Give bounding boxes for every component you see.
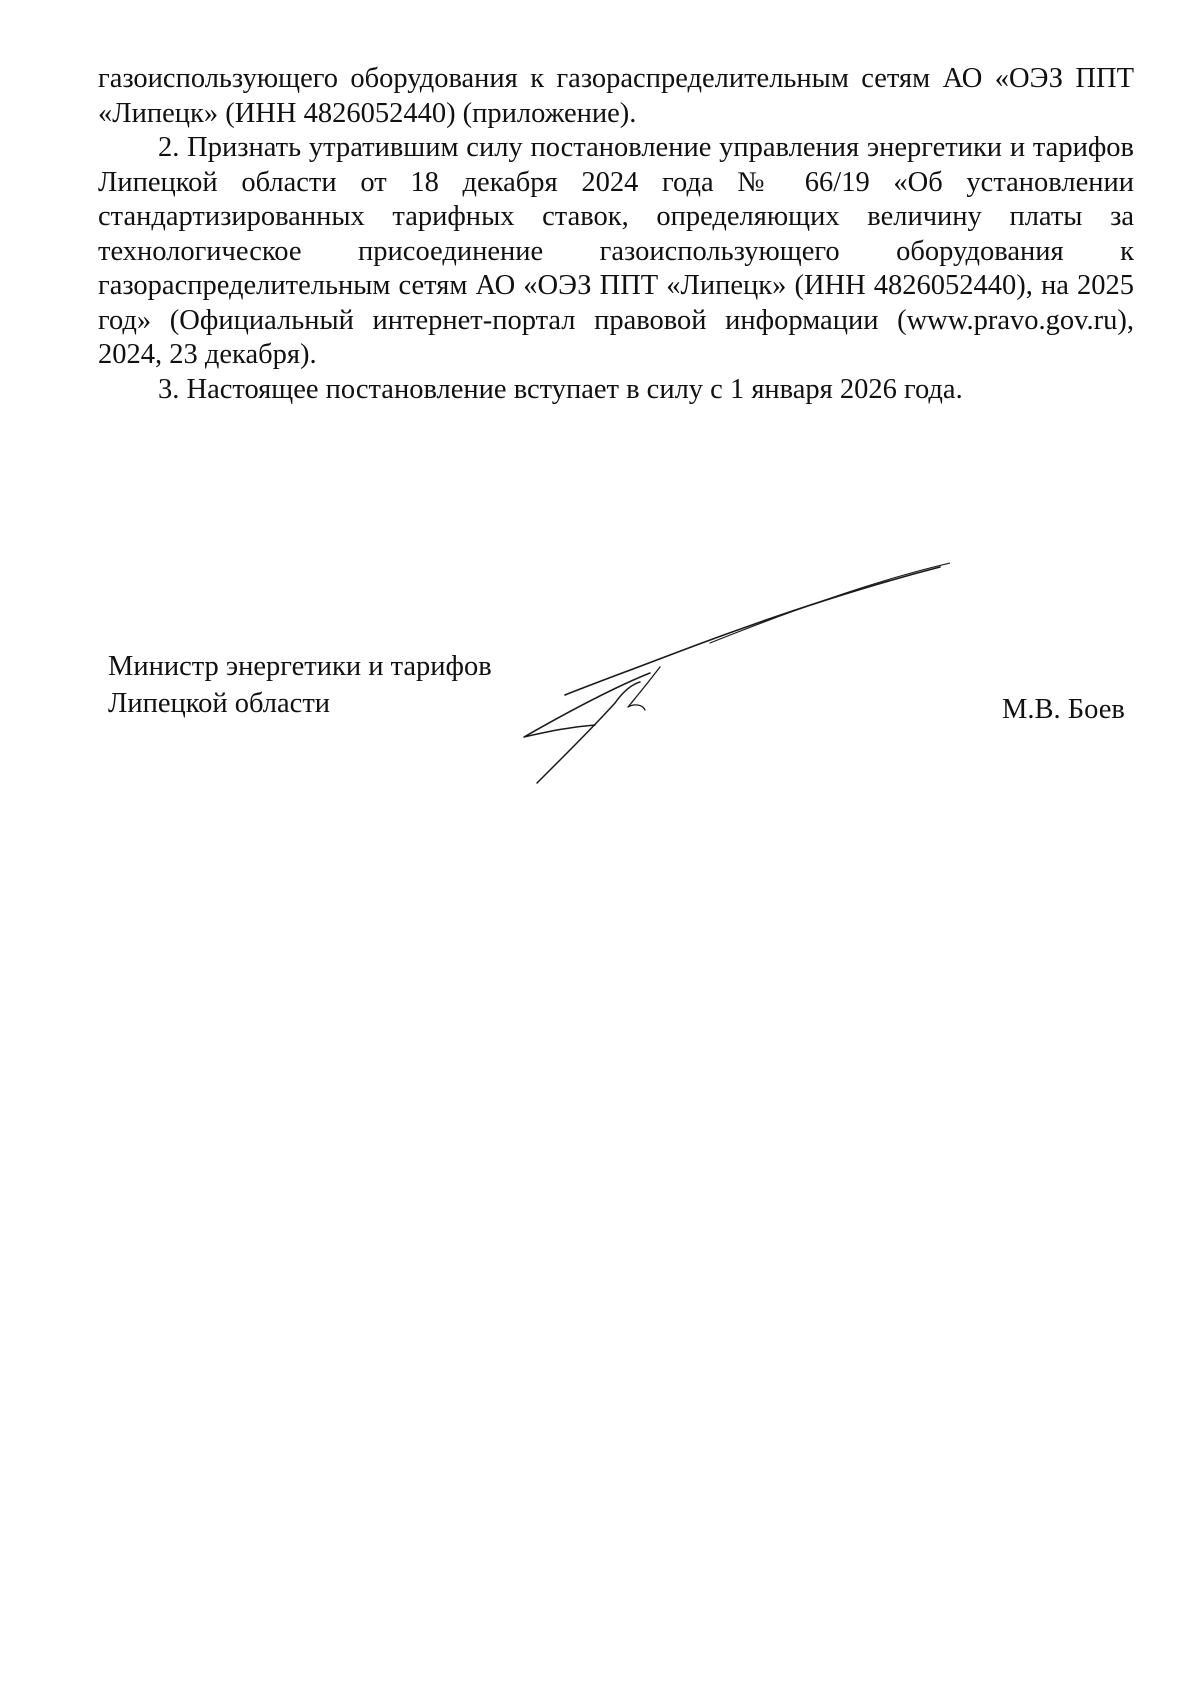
signatory-title-line-1: Министр энергетики и тарифов	[108, 651, 492, 682]
signatory-title-line-2: Липецкой области	[108, 688, 331, 719]
signatory-title	[108, 648, 492, 722]
paragraph-continuation: газоиспользующего оборудования к газораспределительным сетям АО «ОЭЗ ППТ «Липецк» (ИНН 4826052440) (приложение).	[98, 63, 1134, 129]
handwritten-signature	[510, 555, 950, 785]
paragraph-3: 3. Настоящее постановление вступает в силу с 1 января 2026 года.	[158, 373, 963, 405]
document-body	[98, 62, 1134, 407]
paragraph-2: 2. Признать утратившим силу постановление управления энергетики и тарифов Липецкой области от 18 декабря 2024 года № 66/19 «Об установлении стандартизированных тарифных ставок, определяющих величину платы за технологическое присоединение газоиспользующего оборудования к газораспределительным сетям АО «ОЭЗ ППТ «Липецк» (ИНН 4826052440), на 2025 год» (Официальный интернет-портал правовой информации (www.pravo.gov.ru), 2024, 23 декабря).	[98, 132, 1134, 370]
signatory-name: М.В. Боев	[1002, 694, 1125, 725]
